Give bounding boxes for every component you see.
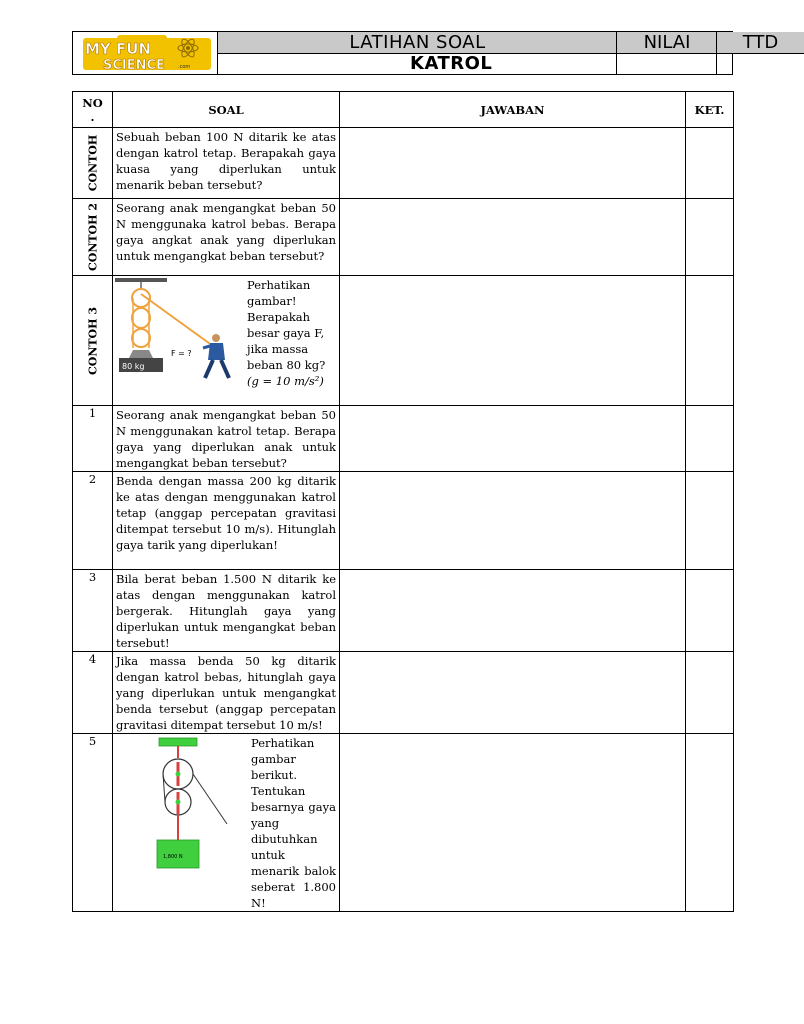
col-no-line2: . — [90, 109, 95, 124]
example3-text — [247, 276, 339, 389]
note-cell[interactable] — [686, 128, 734, 199]
problem-number: 4 — [73, 652, 113, 734]
question-cell: Seorang anak mengangkat beban 50 N menggunaka katrol bebas. Berapa gaya angkat anak yang diperlukan untuk mengangkat beban tersebut? — [113, 199, 340, 276]
pulley-pulling-figure — [113, 276, 247, 389]
example-label: CONTOH — [86, 134, 99, 192]
col-header-question: SOAL — [113, 92, 340, 128]
answer-cell[interactable] — [340, 652, 686, 734]
score-field[interactable] — [616, 53, 717, 74]
question-table — [72, 91, 734, 912]
table-row — [73, 406, 734, 472]
question-cell: Seorang anak mengangkat beban 50 N menggunakan katrol tetap. Berapa gaya yang diperlukan anak untuk mengangkat beban tersebut? — [113, 406, 340, 472]
example3-line: Perhatikan — [247, 278, 311, 292]
title-line-1: LATIHAN SOAL — [217, 32, 617, 54]
answer-cell[interactable] — [340, 570, 686, 652]
score-label: NILAI — [616, 32, 717, 54]
example-label-cell — [73, 199, 113, 276]
answer-cell[interactable] — [340, 128, 686, 199]
note-cell[interactable] — [686, 570, 734, 652]
problem-number: 3 — [73, 570, 113, 652]
question-cell: Sebuah beban 100 N ditarik ke atas dengan katrol tetap. Berapakah gaya kuasa yang diperlukan untuk menarik beban tersebut? — [113, 128, 340, 199]
answer-cell[interactable] — [340, 406, 686, 472]
logo-text-top: MY FUN — [85, 40, 151, 58]
note-cell[interactable] — [686, 652, 734, 734]
example-label: CONTOH 3 — [86, 306, 99, 375]
col-no-line1: NO — [82, 95, 103, 110]
note-cell[interactable] — [686, 199, 734, 276]
example3-line: Berapakah — [247, 310, 311, 324]
question-cell — [113, 734, 340, 912]
example-label: CONTOH 2 — [86, 202, 99, 272]
table-row — [73, 734, 734, 912]
note-cell[interactable] — [686, 472, 734, 570]
col-header-note: KET. — [686, 92, 734, 128]
note-cell[interactable] — [686, 406, 734, 472]
note-cell[interactable] — [686, 734, 734, 912]
sign-label: TTD — [716, 32, 804, 54]
figure-mass-label: 80 kg — [122, 362, 145, 371]
figure-force-label: F = ? — [171, 349, 192, 358]
question-cell: Jika massa benda 50 kg ditarik dengan katrol bebas, hitunglah gaya yang diperlukan untuk mengangkat benda tersebut (anggap percepatan gravitasi ditempat tersebut 10 m/s! — [113, 652, 340, 734]
question-cell — [113, 276, 340, 406]
table-row — [73, 276, 734, 406]
table-row — [73, 128, 734, 199]
example3-line: jika massa — [247, 342, 309, 356]
example3-line: (g = 10 m/s²) — [247, 374, 324, 388]
example3-line: gambar! — [247, 294, 297, 308]
logo-suffix: .com — [178, 64, 191, 70]
example3-line: besar gaya F, — [247, 326, 325, 340]
answer-cell[interactable] — [340, 734, 686, 912]
col-header-no — [73, 92, 113, 128]
col-header-answer: JAWABAN — [340, 92, 686, 128]
table-row — [73, 472, 734, 570]
answer-cell[interactable] — [340, 472, 686, 570]
figure-weight-label: 1,800 N — [163, 854, 183, 860]
table-row — [73, 199, 734, 276]
table-header-row — [73, 92, 734, 128]
table-row — [73, 570, 734, 652]
note-cell[interactable] — [686, 276, 734, 406]
problem-number: 5 — [73, 734, 113, 912]
myfunscience-logo — [73, 32, 218, 74]
table-row — [73, 652, 734, 734]
example3-line: beban 80 kg? — [247, 358, 326, 372]
worksheet-header — [72, 31, 779, 75]
example-label-cell — [73, 276, 113, 406]
sign-field[interactable] — [716, 53, 804, 74]
answer-cell[interactable] — [340, 276, 686, 406]
question-cell: Bila berat beban 1.500 N ditarik ke atas dengan menggunakan katrol bergerak. Hitunglah gaya yang diperlukan untuk mengangkat beban tersebut! — [113, 570, 340, 652]
question-cell: Benda dengan massa 200 kg ditarik ke atas dengan menggunakan katrol tetap (anggap percepatan gravitasi ditempat tersebut 10 m/s). Hitunglah gaya tarik yang diperlukan! — [113, 472, 340, 570]
example-label-cell — [73, 128, 113, 199]
title-line-2: KATROL — [217, 53, 617, 74]
question5-text: Perhatikan gambar berikut. Tentukan besarnya gaya yang dibutuhkan untuk menarik balok seberat 1.800 N! — [251, 736, 336, 910]
problem-number: 1 — [73, 406, 113, 472]
answer-cell[interactable] — [340, 199, 686, 276]
logo-text-bottom: SCIENCE — [103, 58, 165, 73]
problem-number: 2 — [73, 472, 113, 570]
pulley-block-figure — [113, 734, 239, 911]
